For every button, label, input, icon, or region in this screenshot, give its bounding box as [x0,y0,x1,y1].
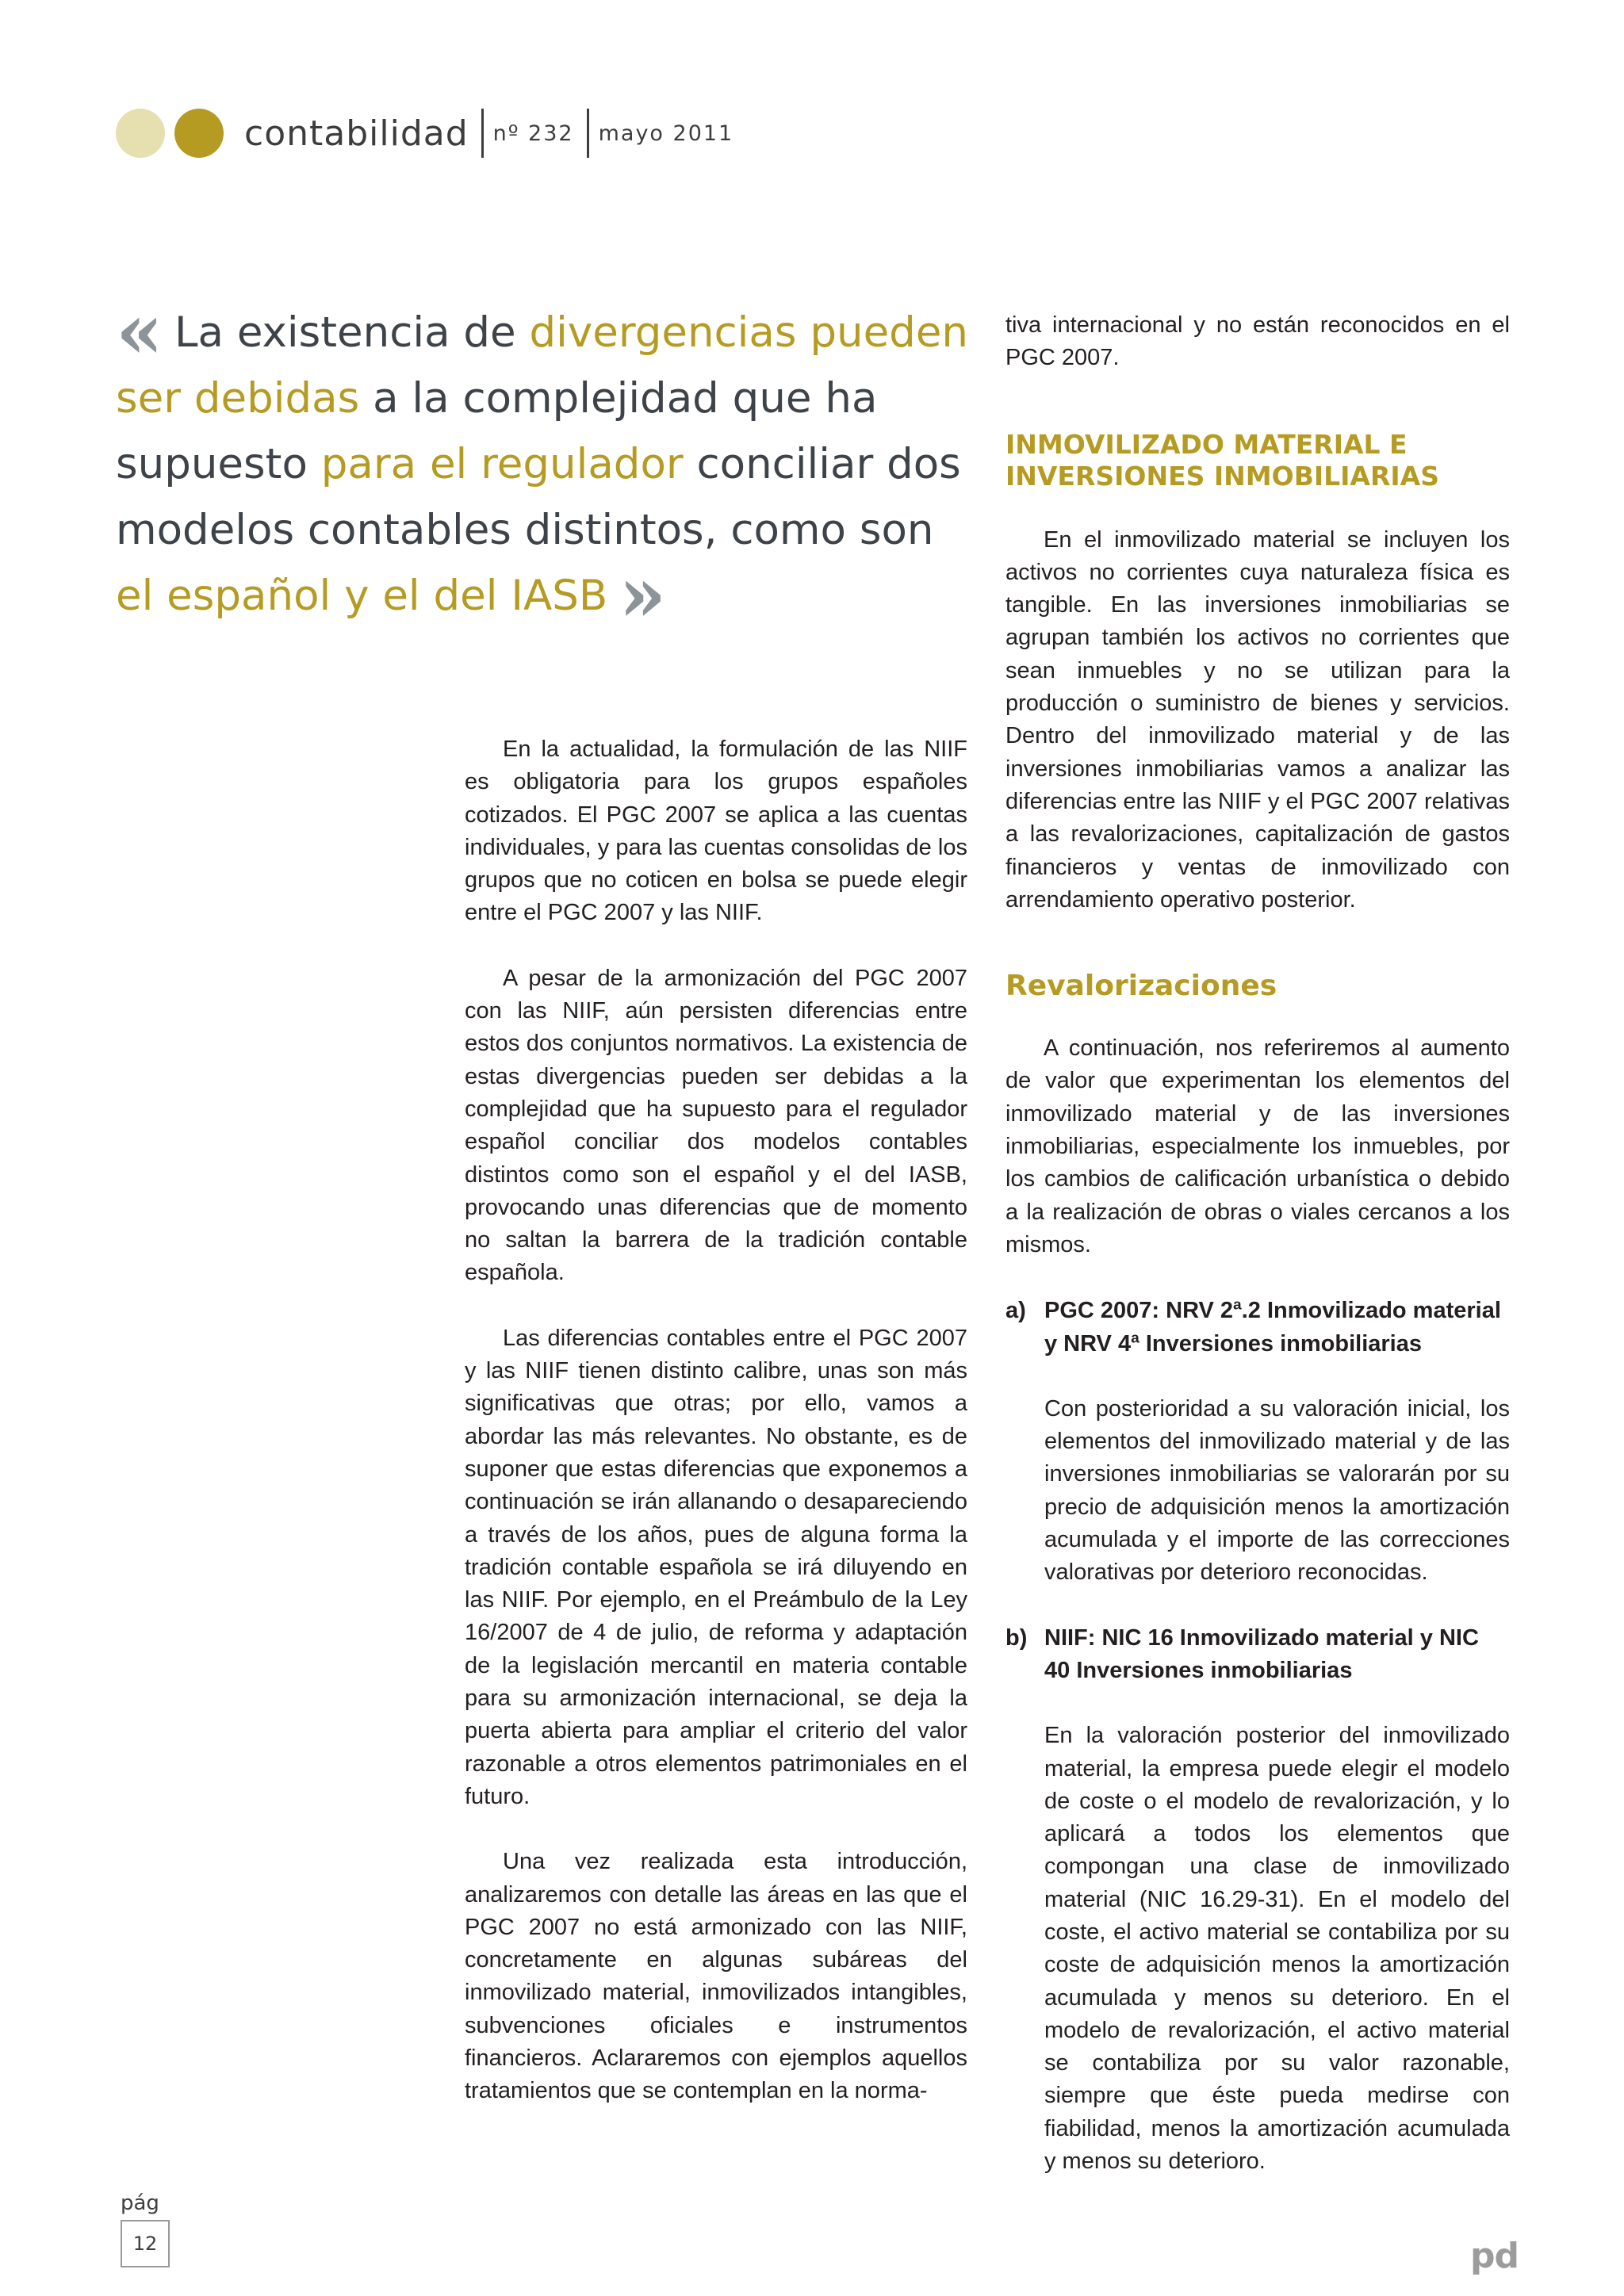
quote-highlight: divergencias pueden ser debidas [116,308,969,423]
header-divider [587,109,589,158]
quote-highlight: para el regulador [320,440,684,488]
body-paragraph: A pesar de la armonización del PGC 2007 con las NIIF, aún persisten diferencias entre estos dos conjuntos normativos. La existencia de estas divergencias pueden ser debidas a la complejidad que ha supuesto para el regulador español conciliar dos modelos contables distintos como son el español y el del IASB, provocando unas diferencias que de momento no saltan la barrera de la tradición contable española. [465,965,967,1286]
list-item-title: NIIF: NIC 16 Inmovilizado material y NIC 40 Inversiones inmobiliarias [1044,1624,1479,1683]
quote-text: conciliar dos modelos contables distintos, como son [116,440,961,554]
body-paragraph: A continuación, nos referiremos al aumento de valor que experimentan los elementos del inmovilizado material y de las inversiones inmobiliarias, especialmente los inmuebles, por los cambios de calificación urbanística o debido a la realización de obras o viales cercanos a los mismos. [1005,1035,1510,1257]
quote-text: La existencia de [174,308,530,357]
issue-date: mayo 2011 [598,121,734,146]
body-paragraph: Las diferencias contables entre el PGC 2007 y las NIIF tienen distinto calibre, unas son más significativas que otras; por ello, vamos a abordar las más relevantes. No obstante, es de suponer que estas diferencias que exponemos a continuación se irán allanando o desapareciendo a través de los años, pues de alguna forma la tradición contable española se irá diluyendo en las NIIF. Por ejemplo, en el Preámbulo de la Ley 16/2007 de 4 de julio, de reforma y adaptación de la legislación mercantil en materia contable para su armonización internacional, se deja la puerta abierta para ampliar el criterio del valor razonable a otros elementos patrimoniales en el futuro. [465,1325,967,1809]
page-number: 12 [121,2220,170,2267]
list-item-heading-b [1005,1622,1510,1688]
issue-number: nº 232 [492,121,574,146]
header-divider [481,109,484,158]
decorative-dot-gold [174,109,224,158]
masthead [116,101,733,165]
quote-highlight: el español y el del IASB [116,572,608,620]
section-heading: INMOVILIZADO MATERIAL E INVERSIONES INMOBILIARIAS [1005,428,1439,492]
publisher-logo: pd [1470,2236,1519,2276]
subsection-heading: Revalorizaciones [1005,970,1277,1003]
body-paragraph: En el inmovilizado material se incluyen los activos no corrientes cuya naturaleza física es tangible. En las inversiones inmobiliarias se agrupan también los activos no corrientes que sean inmuebles y no se utilizan para la producción o suministro de bienes y servicios. Dentro del inmovilizado material y de las inversiones inmobiliarias vamos a analizar las diferencias entre las NIIF y el PGC 2007 relativas a las revalorizaciones, capitalización de gastos financieros y ventas de inmovilizado con arrendamiento operativo posterior. [1005,526,1510,913]
list-item-paragraph: En la valoración posterior del inmovilizado material, la empresa puede elegir el modelo de coste o el modelo de revalorización, y lo aplicará a todos los elementos que compongan una clase de inmovilizado material (NIC 16.29-31). En el modelo del coste, el activo material se contabiliza por su coste de adquisición menos la amortización acumulada y menos su deterioro. En el modelo de revalorización, el activo material se contabiliza por su valor razonable, siempre que éste pueda medirse con fiabilidad, menos la amortización acumulada y menos su deterioro. [1044,1723,1510,2175]
pull-quote [116,286,980,639]
page-label: pág [121,2191,159,2215]
middle-column [465,733,967,2108]
quote-text: a la complejidad que ha supuesto [116,374,878,488]
continued-paragraph: tiva internacional y no están reconocidos en el PGC 2007. [1005,312,1510,371]
list-item-title: PGC 2007: NRV 2ª.2 Inmovilizado material y NRV 4ª Inversiones inmobiliarias [1044,1298,1501,1357]
right-column [1005,309,1510,2178]
open-quote-mark: « [116,286,146,376]
section-title: contabilidad [244,113,469,154]
body-paragraph: Una vez realizada esta introducción, analizaremos con detalle las áreas en las que el PGC 2007 no está armonizado con las NIIF, concretamente en algunas subáreas del inmovilizado material, inmovilizados intangibles, subvenciones oficiales e instrumentos financieros. Aclararemos con ejemplos aquellos tratamientos que se contemplan en la norma- [465,1849,967,2104]
list-marker: b) [1005,1624,1028,1651]
list-item-paragraph: Con posterioridad a su valoración inicial, los elementos del inmovilizado material y de las inversiones inmobiliarias se valorarán por su precio de adquisición menos la amortización acumulada y el importe de las correcciones valorativas por deterioro reconocidas. [1044,1395,1510,1586]
body-paragraph: En la actualidad, la formulación de las NIIF es obligatoria para los grupos españoles cotizados. El PGC 2007 se aplica a las cuentas individuales, y para las cuentas consolidas de los grupos que no coticen en bolsa se puede elegir entre el PGC 2007 y las NIIF. [465,737,967,926]
close-quote-mark: » [619,549,649,639]
list-item-heading-a [1005,1295,1510,1360]
list-marker: a) [1005,1298,1026,1324]
decorative-dot-light [116,109,165,158]
